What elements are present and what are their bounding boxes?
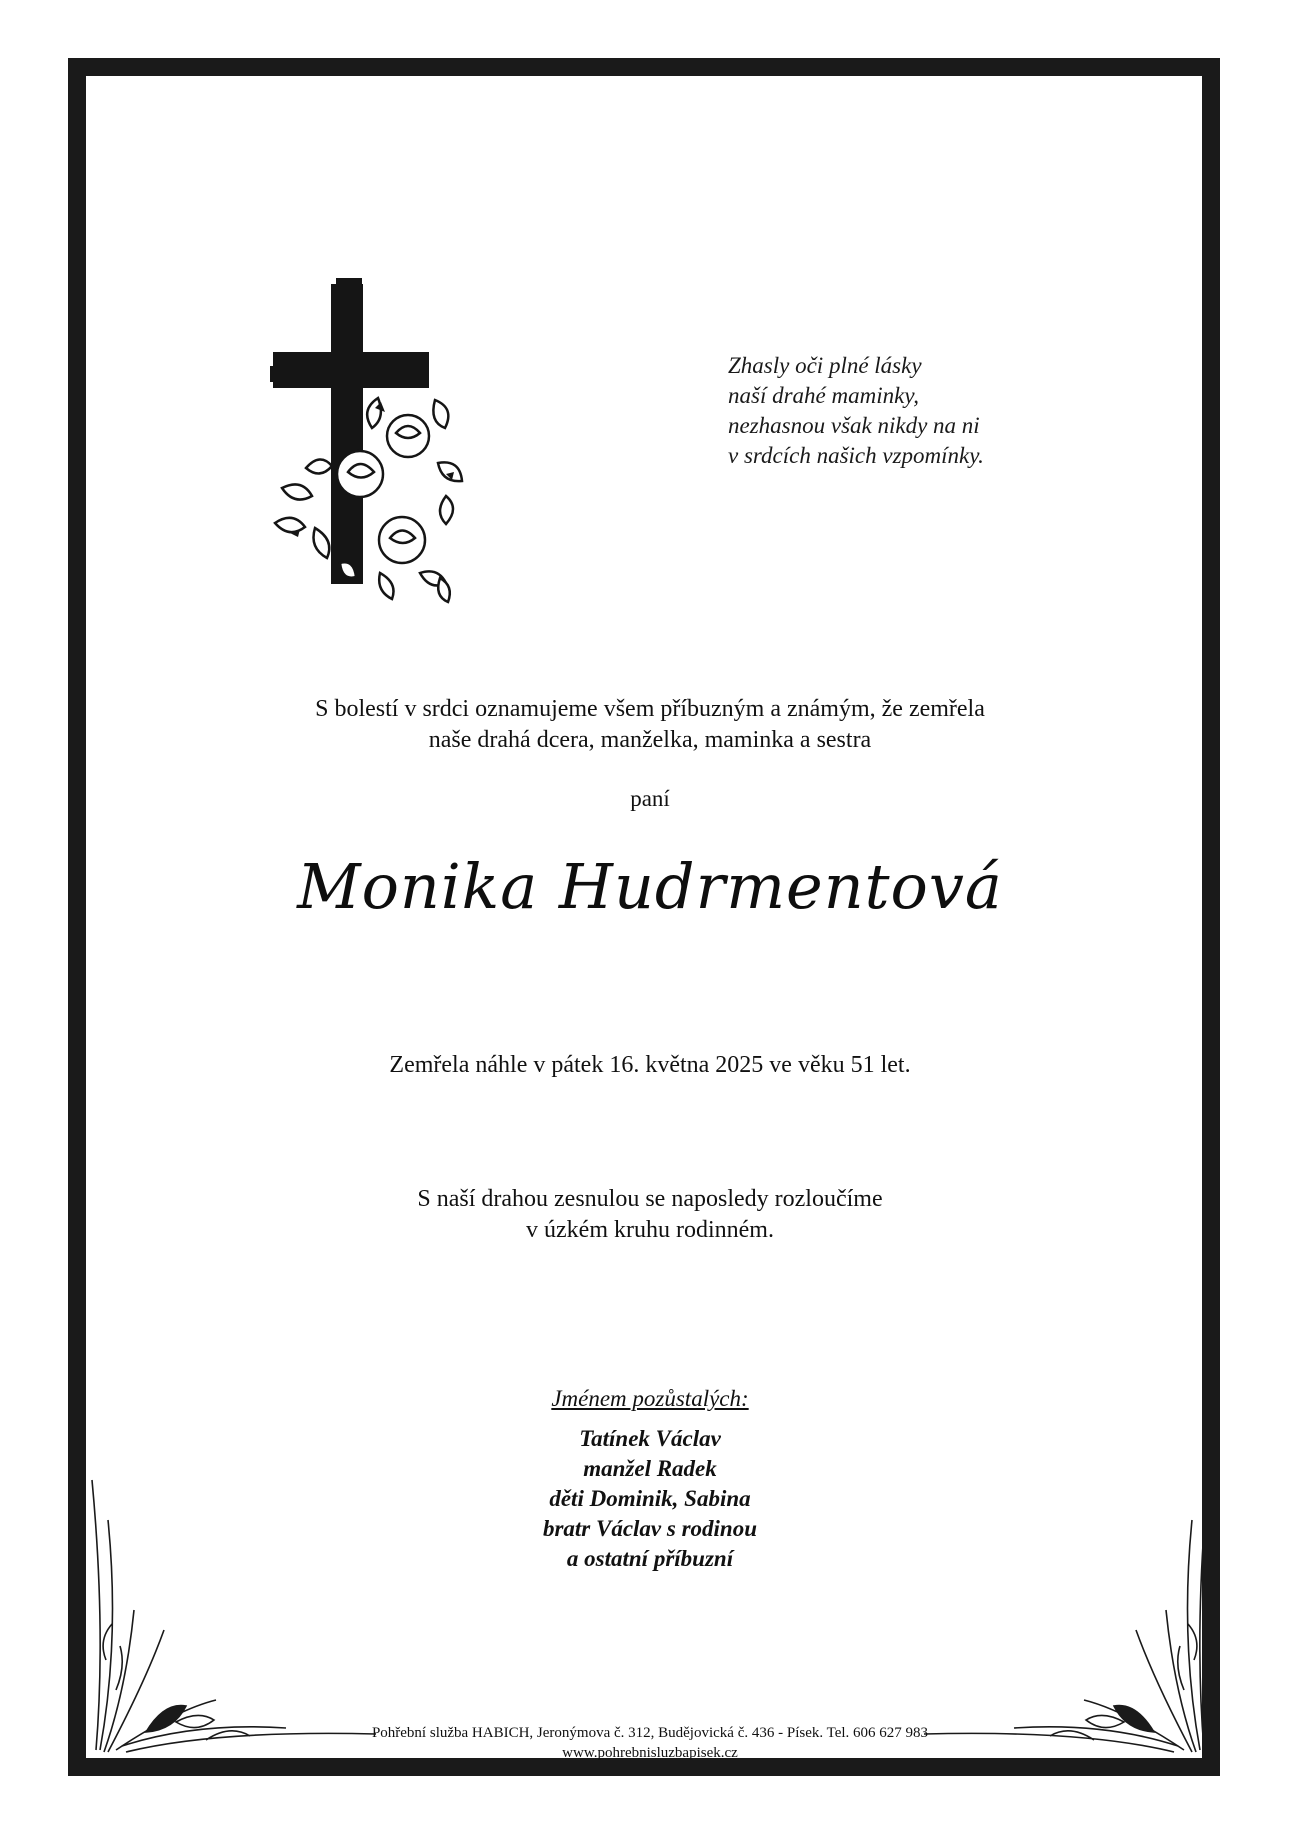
family-member: manžel Radek <box>583 1456 717 1481</box>
poem-line: v srdcích našich vzpomínky. <box>728 443 984 468</box>
family-member: Tatínek Václav <box>579 1426 721 1451</box>
title-prefix: paní <box>630 786 670 811</box>
announcement <box>0 694 1300 756</box>
family-member: bratr Václav s rodinou <box>542 1516 758 1541</box>
footer-website[interactable]: www.pohrebnisluzbapisek.cz <box>562 1745 738 1761</box>
farewell <box>0 1184 1300 1246</box>
deceased-name: Monika Hudrmentová <box>297 850 1003 923</box>
left-grass-ornament-icon <box>86 1460 386 1760</box>
death-notice: Zemřela náhle v pátek 16. května 2025 ve věku 51 let. <box>389 1052 911 1078</box>
poem <box>728 351 984 471</box>
poem-line: naší drahé maminky, <box>728 383 920 408</box>
footer-contact: Pohřební služba HABICH, Jeronýmova č. 312, Budějovická č. 436 - Písek. Tel. 606 627 983 <box>371 1725 929 1741</box>
farewell-line: v úzkém kruhu rodinném. <box>526 1217 774 1243</box>
family-member: a ostatní příbuzní <box>566 1546 734 1571</box>
family-member: děti Dominik, Sabina <box>549 1486 751 1511</box>
footer <box>0 1723 1300 1763</box>
cross-with-roses-icon <box>270 278 470 608</box>
poem-line: Zhasly oči plné lásky <box>728 353 922 378</box>
right-grass-ornament-icon <box>914 1460 1214 1760</box>
announcement-line: naše drahá dcera, manželka, maminka a sestra <box>428 727 872 753</box>
announcement-line: S bolestí v srdci oznamujeme všem příbuzným a známým, že zemřela <box>315 696 985 722</box>
poem-line: nezhasnou však nikdy na ni <box>728 413 980 438</box>
farewell-line: S naší drahou zesnulou se naposledy rozloučíme <box>417 1186 883 1212</box>
behalf-heading <box>0 1386 1300 1412</box>
behalf-label: Jménem pozůstalých: <box>551 1386 749 1411</box>
